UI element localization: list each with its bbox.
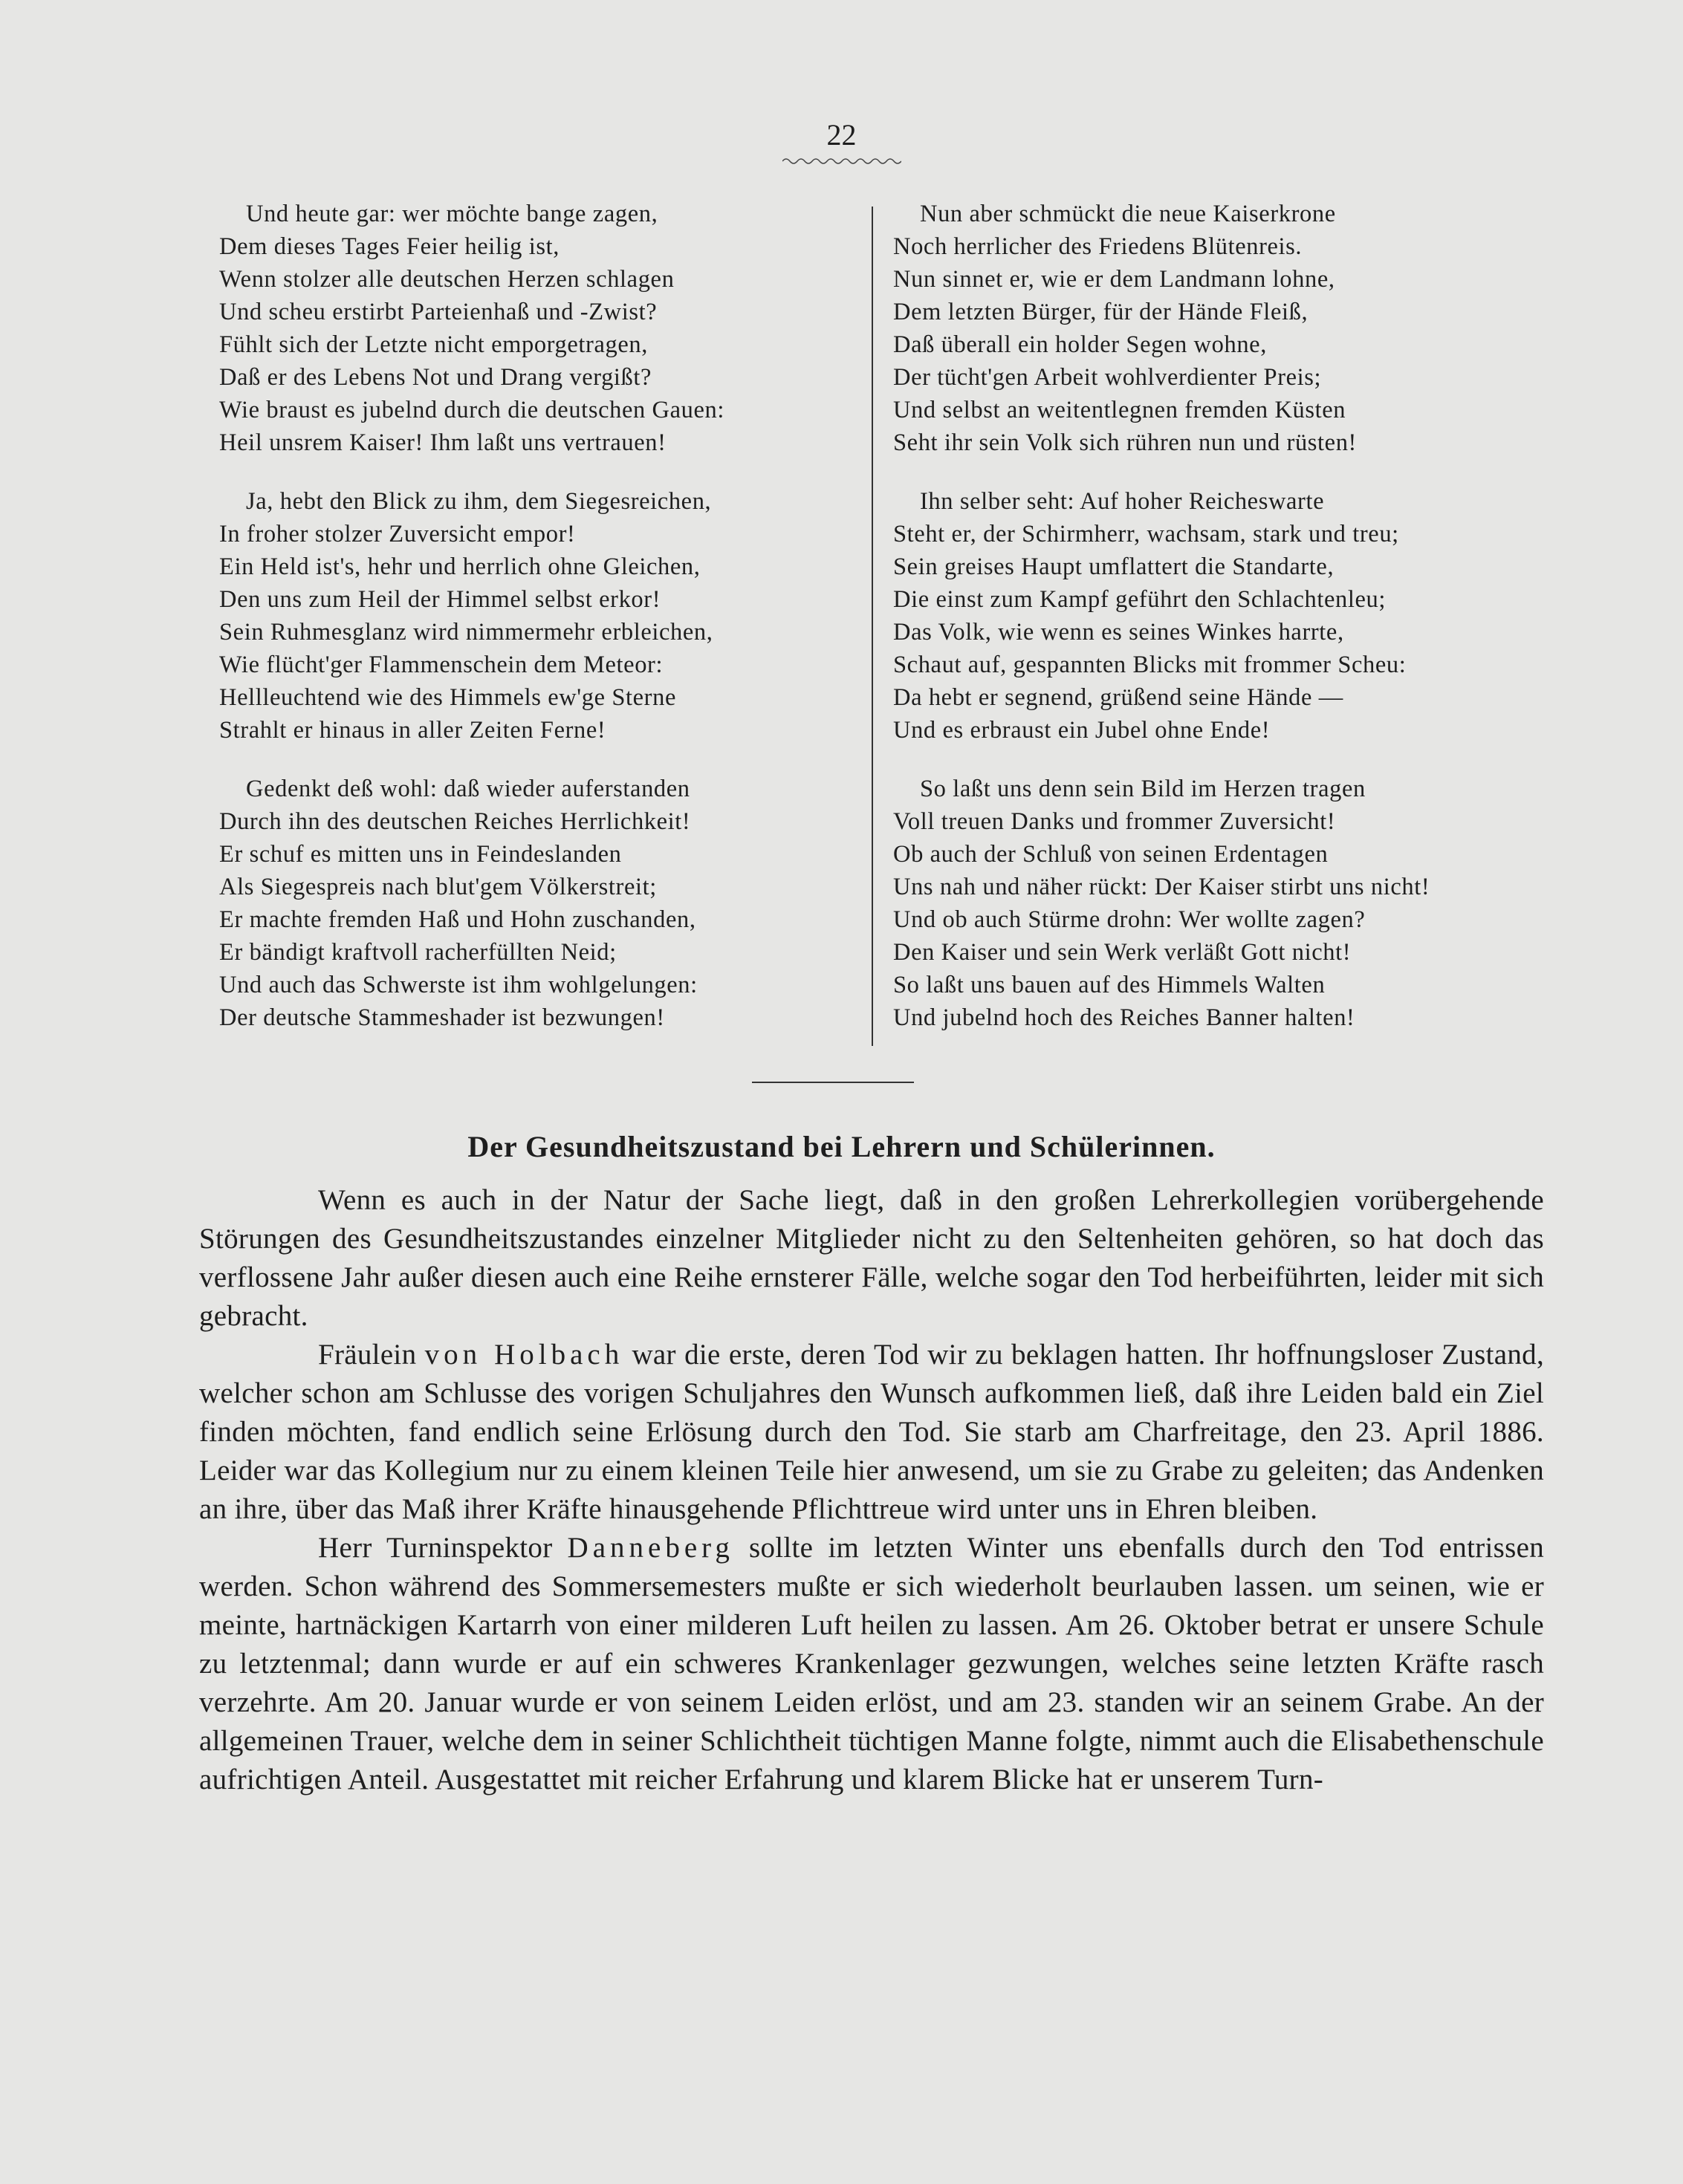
poem-line: Strahlt er hinaus in aller Zeiten Ferne! <box>219 717 606 744</box>
poem-line: Er machte fremden Haß und Hohn zuschanden, <box>219 906 696 933</box>
section-title: Der Gesundheitszustand bei Lehrern und Schülerinnen. <box>467 1130 1216 1163</box>
poem-line: Uns nah und näher rückt: Der Kaiser stirbt uns nicht! <box>893 874 1430 900</box>
paragraph-text: sollte im letzten Winter uns ebenfalls durch den Tod entrissen werden. Schon während des Sommersemesters mußte er sich wiederholt beurlauben lassen. um seinen, wie er meinte, hartnäckigen Kartarrh von einer milderen Luft heilen zu lassen. Am 26. Oktober betrat er unsere Schule zu letztenmal; dann wurde er auf ein schweres Krankenlager gezwungen, welches seine letzten Kräfte rasch verzehrte. Am 20. Januar wurde er von seinem Leiden erlöst, und am 23. standen wir an seinem Grabe. An der allgemeinen Trauer, welche dem in seiner Schlichtheit tüchtigen Manne folgte, nimmt auch die Elisabethenschule aufrichtigen Anteil. Ausgestattet mit reicher Erfahrung und klarem Blicke hat er unserem Turn- <box>199 1532 1544 1795</box>
poem-line: Der deutsche Stammeshader ist bezwungen! <box>219 1004 665 1031</box>
paragraph-text: Fräulein <box>318 1339 425 1371</box>
poem-line: Voll treuen Danks und frommer Zuversicht! <box>893 808 1336 835</box>
poem-line: Nun aber schmückt die neue Kaiserkrone <box>920 201 1336 227</box>
poem-stanza <box>219 773 866 1034</box>
poem-line: Ob auch der Schluß von seinen Erdentagen <box>893 841 1329 868</box>
poem-line: Hellleuchtend wie des Himmels ew'ge Sterne <box>219 684 676 711</box>
person-name: von Holbach <box>424 1339 624 1371</box>
section-rule <box>752 1082 914 1083</box>
poem-line: Die einst zum Kampf geführt den Schlachtenleu; <box>893 586 1386 613</box>
poem-line: Daß er des Lebens Not und Drang vergißt? <box>219 364 652 391</box>
poem-line: Ein Held ist's, hehr und herrlich ohne Gleichen, <box>219 553 701 580</box>
poem-line: Wie flücht'ger Flammenschein dem Meteor: <box>219 651 664 678</box>
column-divider <box>872 207 873 1046</box>
poem-line: Da hebt er segnend, grüßend seine Hände — <box>893 684 1343 711</box>
poem-line: Und selbst an weitentlegnen fremden Küsten <box>893 397 1346 423</box>
poem-stanza <box>893 198 1547 459</box>
poem-line: Schaut auf, gespannten Blicks mit frommer Scheu: <box>893 651 1407 678</box>
poem-line: Wenn stolzer alle deutschen Herzen schlagen <box>219 266 675 293</box>
paragraph-text: Wenn es auch in der Natur der Sache liegt, daß in den großen Lehrerkollegien vorübergehende Störungen des Gesundheitszustandes einzelner Mitglieder nicht zu den Seltenheiten gehören, so hat doch das verflossene Jahr außer diesen auch eine Reihe ernsterer Fälle, welche sogar den Tod herbeiführten, leider mit sich gebracht. <box>199 1184 1544 1332</box>
poem-left-column <box>219 198 866 1060</box>
paragraph-text: Herr Turninspektor <box>318 1532 568 1564</box>
poem-right-column <box>893 198 1547 1060</box>
poem-line: Steht er, der Schirmherr, wachsam, stark und treu; <box>893 521 1399 547</box>
poem-line: Daß überall ein holder Segen wohne, <box>893 331 1267 358</box>
poem-line: Als Siegespreis nach blut'gem Völkerstreit; <box>219 874 657 900</box>
poem-line: Er schuf es mitten uns in Feindeslanden <box>219 841 622 868</box>
poem-line: Seht ihr sein Volk sich rühren nun und rüsten! <box>893 429 1357 456</box>
poem-line: Sein Ruhmesglanz wird nimmermehr erbleichen, <box>219 619 713 646</box>
paragraph <box>199 1336 1544 1529</box>
paragraph <box>199 1529 1544 1799</box>
poem-line: Er bändigt kraftvoll racherfüllten Neid; <box>219 939 617 966</box>
poem-line: In froher stolzer Zuversicht empor! <box>219 521 576 547</box>
poem-line: Gedenkt deß wohl: daß wieder auferstanden <box>246 776 690 802</box>
poem-line: So laßt uns denn sein Bild im Herzen tragen <box>920 776 1366 802</box>
poem-line: Und ob auch Stürme drohn: Wer wollte zagen? <box>893 906 1366 933</box>
poem-line: Dem dieses Tages Feier heilig ist, <box>219 233 560 260</box>
poem-line: Ja, hebt den Blick zu ihm, dem Siegesreichen, <box>246 488 712 515</box>
poem-line: Sein greises Haupt umflattert die Standarte, <box>893 553 1335 580</box>
paragraph-text: war die erste, deren Tod wir zu beklagen hatten. Ihr hoffnungsloser Zustand, welcher schon am Schlusse des vorigen Schuljahres den Wunsch aufkommen ließ, daß ihre Leiden bald ein Ziel finden möchten, fand endlich seine Erlösung durch den Tod. Sie starb am Charfreitage, den 23. April 1886. Leider war das Kollegium nur zu einem kleinen Teile hier anwesend, um sie zu Grabe zu geleiten; das Andenken an ihre, über das Maß ihrer Kräfte hinausgehende Pflichttreue wird unter uns in Ehren bleiben. <box>199 1339 1544 1525</box>
poem-line: Durch ihn des deutschen Reiches Herrlichkeit! <box>219 808 691 835</box>
poem-stanza <box>893 485 1547 747</box>
poem-line: Und auch das Schwerste ist ihm wohlgelungen: <box>219 972 698 998</box>
poem-line: Und scheu erstirbt Parteienhaß und -Zwist? <box>219 299 658 325</box>
decorative-squiggle <box>782 156 901 166</box>
poem-line: Den uns zum Heil der Himmel selbst erkor! <box>219 586 661 613</box>
poem-line: Wie braust es jubelnd durch die deutschen Gauen: <box>219 397 724 423</box>
poem-line: So laßt uns bauen auf des Himmels Walten <box>893 972 1326 998</box>
poem-line: Und jubelnd hoch des Reiches Banner halten! <box>893 1004 1355 1031</box>
poem-line: Und es erbraust ein Jubel ohne Ende! <box>893 717 1271 744</box>
poem-line: Und heute gar: wer möchte bange zagen, <box>246 201 658 227</box>
page-number-text: 22 <box>826 118 857 152</box>
poem-line: Der tücht'gen Arbeit wohlverdienter Preis; <box>893 364 1322 391</box>
poem-line: Dem letzten Bürger, für der Hände Fleiß, <box>893 299 1309 325</box>
poem-stanza <box>893 773 1547 1034</box>
poem-line: Heil unsrem Kaiser! Ihm laßt uns vertrauen! <box>219 429 667 456</box>
poem-line: Noch herrlicher des Friedens Blütenreis. <box>893 233 1303 260</box>
article-body <box>199 1181 1544 1799</box>
poem-stanza <box>219 485 866 747</box>
poem-line: Ihn selber seht: Auf hoher Reicheswarte <box>920 488 1325 515</box>
paragraph <box>199 1181 1544 1336</box>
poem-line: Das Volk, wie wenn es seines Winkes harrte, <box>893 619 1344 646</box>
poem-stanza <box>219 198 866 459</box>
poem-line: Nun sinnet er, wie er dem Landmann lohne, <box>893 266 1335 293</box>
page-number <box>0 120 1683 166</box>
person-name: Danneberg <box>567 1532 734 1564</box>
poem-line: Den Kaiser und sein Werk verläßt Gott nicht! <box>893 939 1352 966</box>
poem-line: Fühlt sich der Letzte nicht emporgetragen, <box>219 331 648 358</box>
